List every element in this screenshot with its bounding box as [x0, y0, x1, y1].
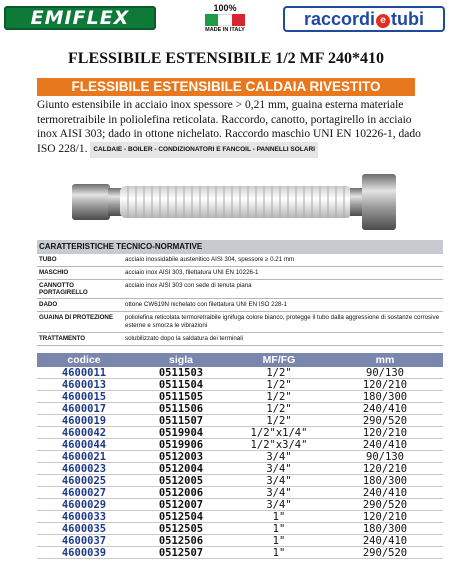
sigla-cell: 0512005 — [158, 475, 204, 487]
spec-key: GUAINA DI PROTEZIONE — [39, 314, 114, 321]
product-description — [37, 98, 429, 158]
codice-cell: 4600029 — [61, 499, 107, 511]
table-row — [37, 439, 443, 451]
product-banner: FLESSIBILE ESTENSIBILE CALDAIA RIVESTITO — [37, 78, 415, 96]
codice-cell: 4600035 — [61, 523, 107, 535]
mm-cell: 240/410 — [362, 439, 408, 451]
sigla-cell: 0512003 — [158, 451, 204, 463]
mm-cell: 90/130 — [366, 451, 404, 463]
sigla-cell: 0511503 — [158, 367, 204, 379]
mf-fg-cell: 1/2" — [266, 415, 292, 427]
sigla-cell: 0512007 — [158, 499, 204, 511]
table-row — [37, 391, 443, 403]
mm-cell: 180/300 — [362, 523, 408, 535]
spec-key: MASCHIO — [39, 269, 69, 276]
mf-fg-cell: 1/2"x3/4" — [250, 439, 308, 451]
mm-cell: 290/520 — [362, 547, 408, 559]
sigla-cell: 0511505 — [158, 391, 204, 403]
sigla-cell: 0512505 — [158, 523, 204, 535]
mm-cell: 240/410 — [362, 403, 408, 415]
spec-value: poliolefina reticolata termoretraibile ignifuga colore bianco, protegge il tubo dalla aggressione di sostanze corrosive esterne e smorza le vibrazioni — [125, 314, 440, 329]
male-fitting — [72, 184, 110, 220]
table-row — [37, 403, 443, 415]
page-title: FLESSIBILE ESTENSIBILE 1/2 MF 240*410 — [68, 50, 384, 67]
table-row — [37, 499, 443, 511]
spec-value: acciaio inox AISI 303, filettatura UNI EN 10226-1 — [125, 269, 259, 276]
mf-fg-cell: 3/4" — [266, 487, 292, 499]
mm-cell: 90/130 — [366, 367, 404, 379]
sigla-cell: 0512004 — [158, 463, 204, 475]
mf-fg-cell: 1" — [272, 547, 286, 559]
applications-badge: CALDAIE - BOILER - CONDIZIONATORI E FANCOIL - PANNELLI SOLARI — [90, 142, 318, 159]
italy-flag-icon — [205, 14, 245, 26]
table-row — [37, 535, 443, 547]
col-header-codice: codice — [67, 354, 101, 366]
description-text: Giunto estensibile in acciaio inox spessore > 0,21 mm, guaina esterna materiale termoretraibile in poliolefina reticolata. Raccordo, canotto, portagirello in acciaio inox AISI 303; dado in ottone nichelato. Raccordo maschio UNI EN 10226-1, dado ISO 228/1. — [37, 99, 421, 155]
female-nut — [362, 174, 396, 230]
codice-cell: 4600021 — [61, 451, 107, 463]
fitting-collar — [108, 188, 122, 216]
table-row — [37, 523, 443, 535]
mm-cell: 120/210 — [362, 379, 408, 391]
codes-header-row — [37, 353, 443, 367]
spec-key: TUBO — [39, 256, 57, 263]
table-row — [37, 415, 443, 427]
mf-fg-cell: 3/4" — [266, 463, 292, 475]
mf-fg-cell: 3/4" — [266, 475, 292, 487]
codice-cell: 4600027 — [61, 487, 107, 499]
mm-cell: 180/300 — [362, 391, 408, 403]
logo-dot-e: e — [376, 14, 390, 28]
sigla-cell: 0512006 — [158, 487, 204, 499]
spec-key: CANNOTTO PORTAGIRELLO — [39, 282, 88, 296]
col-header-sigla: sigla — [169, 354, 193, 366]
codice-cell: 4600039 — [61, 547, 107, 559]
codice-cell: 4600042 — [61, 427, 107, 439]
header — [0, 0, 452, 40]
spec-value: acciaio inox AISI 303 con sede di tenuta piana — [125, 282, 252, 289]
sigla-cell: 0512504 — [158, 511, 204, 523]
table-row — [37, 379, 443, 391]
mm-cell: 120/210 — [362, 511, 408, 523]
sigla-cell: 0512507 — [158, 547, 204, 559]
table-row — [37, 475, 443, 487]
mm-cell: 180/300 — [362, 475, 408, 487]
tech-row — [37, 280, 443, 299]
codice-cell: 4600023 — [61, 463, 107, 475]
col-header-mf-fg: MF/FG — [262, 354, 296, 366]
made-in-italy-badge — [198, 3, 252, 37]
codice-cell: 4600017 — [61, 403, 107, 415]
mm-cell: 120/210 — [362, 463, 408, 475]
raccordi-e-tubi-logo — [283, 6, 445, 32]
sigla-cell: 0519906 — [158, 439, 204, 451]
hose-image — [70, 168, 400, 236]
sigla-cell: 0511507 — [158, 415, 204, 427]
spec-value: acciaio inossidabile austenitico AISI 304, spessore ≥ 0.21 mm — [125, 256, 295, 263]
mf-fg-cell: 1" — [272, 523, 286, 535]
mf-fg-cell: 1/2" — [266, 391, 292, 403]
codice-cell: 4600037 — [61, 535, 107, 547]
mf-fg-cell: 1/2" — [266, 403, 292, 415]
corrugated-sheath — [120, 186, 352, 218]
table-row — [37, 427, 443, 439]
logo-text-raccordi: raccordi — [303, 9, 376, 29]
tech-row — [37, 333, 443, 346]
mm-cell: 240/410 — [362, 535, 408, 547]
table-row — [37, 367, 443, 379]
table-row — [37, 547, 443, 559]
tech-specs-table — [37, 240, 443, 346]
tech-row — [37, 312, 443, 333]
spec-key: DADO — [39, 301, 58, 308]
sigla-cell: 0511504 — [158, 379, 204, 391]
spec-value: solubilizzato dopo la saldatura dei terminali — [125, 335, 243, 342]
tech-row — [37, 254, 443, 267]
table-row — [37, 511, 443, 523]
codice-cell: 4600011 — [61, 367, 107, 379]
mf-fg-cell: 1/2" — [266, 379, 292, 391]
logo-text-tubi: tubi — [391, 9, 425, 29]
codice-cell: 4600015 — [61, 391, 107, 403]
sigla-cell: 0512506 — [158, 535, 204, 547]
made-in-italy-label: MADE IN ITALY — [205, 27, 245, 33]
product-codes-table — [37, 353, 443, 559]
mm-cell: 290/520 — [362, 415, 408, 427]
sigla-cell: 0519904 — [158, 427, 204, 439]
codice-cell: 4600019 — [61, 415, 107, 427]
made-in-italy-percent: 100% — [213, 3, 237, 13]
mf-fg-cell: 1/2"x1/4" — [250, 427, 308, 439]
table-row — [37, 487, 443, 499]
table-row — [37, 463, 443, 475]
mf-fg-cell: 1" — [272, 535, 286, 547]
sigla-cell: 0511506 — [158, 403, 204, 415]
codice-cell: 4600025 — [61, 475, 107, 487]
spec-key: TRATTAMENTO — [39, 335, 86, 342]
col-header-mm: mm — [375, 354, 395, 366]
mm-cell: 290/520 — [362, 499, 408, 511]
codice-cell: 4600013 — [61, 379, 107, 391]
spec-value: ottone CW619N nichelato con filettatura UNI EN ISO 228-1 — [125, 301, 287, 308]
mf-fg-cell: 1" — [272, 511, 286, 523]
mf-fg-cell: 1/2" — [266, 367, 292, 379]
mf-fg-cell: 3/4" — [266, 499, 292, 511]
mm-cell: 240/410 — [362, 487, 408, 499]
sleeve — [350, 188, 364, 216]
table-row — [37, 451, 443, 463]
mm-cell: 120/210 — [362, 427, 408, 439]
mf-fg-cell: 3/4" — [266, 451, 292, 463]
codice-cell: 4600033 — [61, 511, 107, 523]
codice-cell: 4600044 — [61, 439, 107, 451]
tech-specs-heading: CARATTERISTICHE TECNICO-NORMATIVE — [37, 240, 443, 254]
tech-row — [37, 299, 443, 312]
emiflex-logo: EMIFLEX — [4, 6, 156, 30]
tech-row — [37, 267, 443, 280]
